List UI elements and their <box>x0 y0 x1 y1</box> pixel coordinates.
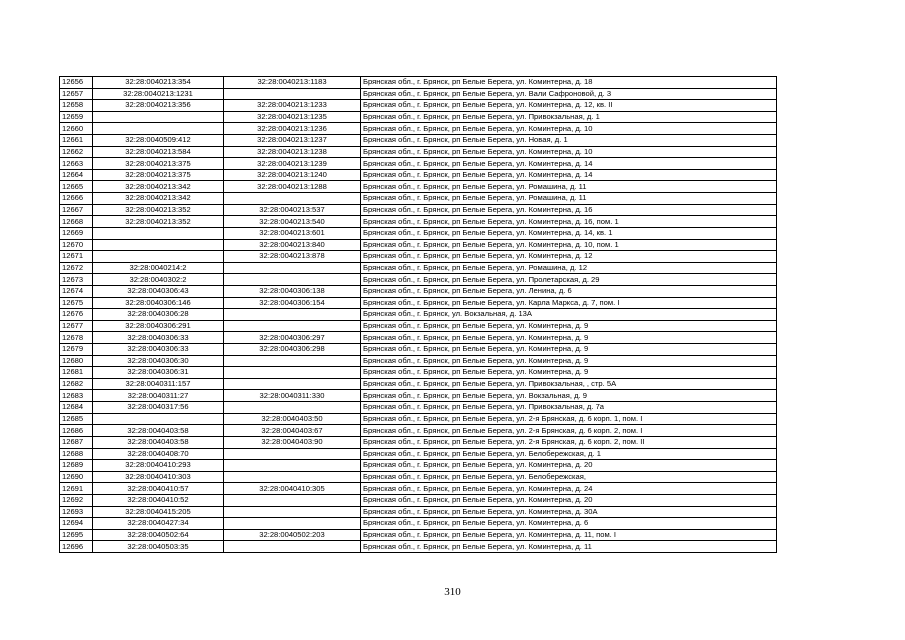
row-number-cell: 12684 <box>60 402 93 414</box>
address-cell: Брянская обл., г. Брянск, рп Белые Берега, ул. Коминтерна, д. 9 <box>361 344 777 356</box>
table-row <box>60 227 777 239</box>
table-row <box>60 309 777 321</box>
cadastral-number-cell: 32:28:0040213:352 <box>93 216 224 228</box>
object-cadastral-number-cell <box>224 88 361 100</box>
cadastral-number-cell: 32:28:0040213:375 <box>93 158 224 170</box>
row-number-cell: 12673 <box>60 274 93 286</box>
object-cadastral-number-cell <box>224 262 361 274</box>
address-cell: Брянская обл., г. Брянск, рп Белые Берега, ул. Коминтерна, д. 20 <box>361 494 777 506</box>
table-row <box>60 100 777 112</box>
object-cadastral-number-cell <box>224 471 361 483</box>
row-number-cell: 12674 <box>60 285 93 297</box>
table-row <box>60 216 777 228</box>
row-number-cell: 12680 <box>60 355 93 367</box>
row-number-cell: 12676 <box>60 309 93 321</box>
object-cadastral-number-cell: 32:28:0040306:138 <box>224 285 361 297</box>
object-cadastral-number-cell <box>224 506 361 518</box>
object-cadastral-number-cell: 32:28:0040311:330 <box>224 390 361 402</box>
row-number-cell: 12690 <box>60 471 93 483</box>
address-cell: Брянская обл., г. Брянск, рп Белые Берега, ул. Коминтерна, д. 30А <box>361 506 777 518</box>
address-cell: Брянская обл., г. Брянск, рп Белые Берега, ул. Белобережская, д. 1 <box>361 448 777 460</box>
object-cadastral-number-cell <box>224 378 361 390</box>
object-cadastral-number-cell: 32:28:0040213:1235 <box>224 111 361 123</box>
address-cell: Брянская обл., г. Брянск, рп Белые Берега, ул. Привокзальная, д. 7а <box>361 402 777 414</box>
cadastral-number-cell: 32:28:0040403:58 <box>93 425 224 437</box>
row-number-cell: 12661 <box>60 135 93 147</box>
object-cadastral-number-cell: 32:28:0040213:1233 <box>224 100 361 112</box>
object-cadastral-number-cell: 32:28:0040410:305 <box>224 483 361 495</box>
table-row <box>60 285 777 297</box>
object-cadastral-number-cell: 32:28:0040213:1288 <box>224 181 361 193</box>
address-cell: Брянская обл., г. Брянск, рп Белые Берега, ул. Привокзальная, д. 1 <box>361 111 777 123</box>
cadastral-number-cell: 32:28:0040213:584 <box>93 146 224 158</box>
row-number-cell: 12664 <box>60 169 93 181</box>
address-cell: Брянская обл., г. Брянск, рп Белые Берега, ул. Привокзальная, , стр. 5А <box>361 378 777 390</box>
object-cadastral-number-cell: 32:28:0040403:50 <box>224 413 361 425</box>
row-number-cell: 12678 <box>60 332 93 344</box>
table-row <box>60 367 777 379</box>
table-row <box>60 413 777 425</box>
address-cell: Брянская обл., г. Брянск, рп Белые Берега, ул. Новая, д. 1 <box>361 135 777 147</box>
cadastral-number-cell: 32:28:0040410:57 <box>93 483 224 495</box>
address-cell: Брянская обл., г. Брянск, рп Белые Берега, ул. Ленина, д. 6 <box>361 285 777 297</box>
object-cadastral-number-cell: 32:28:0040213:878 <box>224 251 361 263</box>
cadastral-number-cell: 32:28:0040502:64 <box>93 529 224 541</box>
object-cadastral-number-cell: 32:28:0040403:67 <box>224 425 361 437</box>
cadastral-number-cell: 32:28:0040503:35 <box>93 541 224 553</box>
object-cadastral-number-cell: 32:28:0040502:203 <box>224 529 361 541</box>
cadastral-number-cell: 32:28:0040306:291 <box>93 320 224 332</box>
table-row <box>60 529 777 541</box>
cadastral-number-cell: 32:28:0040410:52 <box>93 494 224 506</box>
address-cell: Брянская обл., г. Брянск, рп Белые Берега, ул. Вали Сафроновой, д. 3 <box>361 88 777 100</box>
object-cadastral-number-cell: 32:28:0040213:1236 <box>224 123 361 135</box>
row-number-cell: 12691 <box>60 483 93 495</box>
table-row <box>60 274 777 286</box>
cadastral-number-cell: 32:28:0040306:31 <box>93 367 224 379</box>
cadastral-number-cell <box>93 251 224 263</box>
address-cell: Брянская обл., г. Брянск, рп Белые Берега, ул. Коминтерна, д. 10 <box>361 146 777 158</box>
table-body <box>60 77 777 553</box>
cadastral-number-cell: 32:28:0040213:1231 <box>93 88 224 100</box>
table-row <box>60 390 777 402</box>
address-cell: Брянская обл., г. Брянск, ул. Вокзальная, д. 13А <box>361 309 777 321</box>
table-row <box>60 506 777 518</box>
row-number-cell: 12681 <box>60 367 93 379</box>
table-row <box>60 402 777 414</box>
row-number-cell: 12679 <box>60 344 93 356</box>
cadastral-number-cell: 32:28:0040317:56 <box>93 402 224 414</box>
address-cell: Брянская обл., г. Брянск, рп Белые Берега, ул. Коминтерна, д. 14, кв. 1 <box>361 227 777 239</box>
cadastral-number-cell <box>93 123 224 135</box>
cadastral-number-cell: 32:28:0040410:303 <box>93 471 224 483</box>
object-cadastral-number-cell: 32:28:0040306:154 <box>224 297 361 309</box>
address-cell: Брянская обл., г. Брянск, рп Белые Берега, ул. 2-я Брянская, д. 6 корп. 2, пом. I <box>361 425 777 437</box>
table-row <box>60 460 777 472</box>
row-number-cell: 12666 <box>60 193 93 205</box>
row-number-cell: 12693 <box>60 506 93 518</box>
address-cell: Брянская обл., г. Брянск, рп Белые Берега, ул. Коминтерна, д. 18 <box>361 77 777 89</box>
address-cell: Брянская обл., г. Брянск, рп Белые Берега, ул. Коминтерна, д. 16 <box>361 204 777 216</box>
cadastral-number-cell: 32:28:0040306:43 <box>93 285 224 297</box>
object-cadastral-number-cell <box>224 448 361 460</box>
row-number-cell: 12665 <box>60 181 93 193</box>
address-cell: Брянская обл., г. Брянск, рп Белые Берега, ул. Коминтерна, д. 14 <box>361 158 777 170</box>
row-number-cell: 12668 <box>60 216 93 228</box>
row-number-cell: 12669 <box>60 227 93 239</box>
address-cell: Брянская обл., г. Брянск, рп Белые Берега, ул. Коминтерна, д. 10, пом. 1 <box>361 239 777 251</box>
address-cell: Брянская обл., г. Брянск, рп Белые Берега, ул. Коминтерна, д. 12, кв. II <box>361 100 777 112</box>
table-row <box>60 436 777 448</box>
address-cell: Брянская обл., г. Брянск, рп Белые Берега, ул. Коминтерна, д. 11, пом. I <box>361 529 777 541</box>
table-row <box>60 518 777 530</box>
table-row <box>60 88 777 100</box>
table-row <box>60 146 777 158</box>
table-row <box>60 344 777 356</box>
address-cell: Брянская обл., г. Брянск, рп Белые Берега, ул. Коминтерна, д. 12 <box>361 251 777 263</box>
table-row <box>60 425 777 437</box>
cadastral-number-cell <box>93 239 224 251</box>
table-row <box>60 169 777 181</box>
table-row <box>60 471 777 483</box>
cadastral-number-cell: 32:28:0040306:30 <box>93 355 224 367</box>
object-cadastral-number-cell <box>224 460 361 472</box>
table-row <box>60 494 777 506</box>
row-number-cell: 12677 <box>60 320 93 332</box>
table-row <box>60 123 777 135</box>
cadastral-number-cell: 32:28:0040311:157 <box>93 378 224 390</box>
row-number-cell: 12660 <box>60 123 93 135</box>
row-number-cell: 12672 <box>60 262 93 274</box>
object-cadastral-number-cell: 32:28:0040403:90 <box>224 436 361 448</box>
row-number-cell: 12659 <box>60 111 93 123</box>
object-cadastral-number-cell <box>224 541 361 553</box>
address-cell: Брянская обл., г. Брянск, рп Белые Берега, ул. Коминтерна, д. 10 <box>361 123 777 135</box>
address-cell: Брянская обл., г. Брянск, рп Белые Берега, ул. Ромашина, д. 12 <box>361 262 777 274</box>
row-number-cell: 12658 <box>60 100 93 112</box>
address-cell: Брянская обл., г. Брянск, рп Белые Берега, ул. Коминтерна, д. 20 <box>361 460 777 472</box>
object-cadastral-number-cell: 32:28:0040213:840 <box>224 239 361 251</box>
cadastral-number-cell: 32:28:0040213:342 <box>93 193 224 205</box>
object-cadastral-number-cell <box>224 494 361 506</box>
cadastral-number-cell: 32:28:0040408:70 <box>93 448 224 460</box>
table-row <box>60 483 777 495</box>
address-cell: Брянская обл., г. Брянск, рп Белые Берега, ул. Коминтерна, д. 16, пом. 1 <box>361 216 777 228</box>
row-number-cell: 12686 <box>60 425 93 437</box>
cadastral-number-cell: 32:28:0040306:146 <box>93 297 224 309</box>
table-row <box>60 448 777 460</box>
object-cadastral-number-cell: 32:28:0040213:540 <box>224 216 361 228</box>
address-cell: Брянская обл., г. Брянск, рп Белые Берега, ул. Коминтерна, д. 24 <box>361 483 777 495</box>
table-row <box>60 193 777 205</box>
object-cadastral-number-cell: 32:28:0040213:1240 <box>224 169 361 181</box>
object-cadastral-number-cell: 32:28:0040306:297 <box>224 332 361 344</box>
table-row <box>60 239 777 251</box>
address-cell: Брянская обл., г. Брянск, рп Белые Берега, ул. Вокзальная, д. 9 <box>361 390 777 402</box>
object-cadastral-number-cell <box>224 355 361 367</box>
cadastral-number-cell: 32:28:0040306:33 <box>93 332 224 344</box>
cadastral-number-cell: 32:28:0040415:205 <box>93 506 224 518</box>
table-row <box>60 77 777 89</box>
object-cadastral-number-cell <box>224 518 361 530</box>
table-row <box>60 262 777 274</box>
row-number-cell: 12662 <box>60 146 93 158</box>
row-number-cell: 12663 <box>60 158 93 170</box>
row-number-cell: 12695 <box>60 529 93 541</box>
address-cell: Брянская обл., г. Брянск, рп Белые Берега, ул. Коминтерна, д. 14 <box>361 169 777 181</box>
table-row <box>60 158 777 170</box>
table-row <box>60 135 777 147</box>
row-number-cell: 12692 <box>60 494 93 506</box>
cadastral-number-cell <box>93 111 224 123</box>
row-number-cell: 12685 <box>60 413 93 425</box>
cadastral-number-cell: 32:28:0040427:34 <box>93 518 224 530</box>
row-number-cell: 12687 <box>60 436 93 448</box>
object-cadastral-number-cell: 32:28:0040306:298 <box>224 344 361 356</box>
table-row <box>60 204 777 216</box>
address-cell: Брянская обл., г. Брянск, рп Белые Берега, ул. Ромашина, д. 11 <box>361 181 777 193</box>
cadastral-number-cell: 32:28:0040213:356 <box>93 100 224 112</box>
table-row <box>60 320 777 332</box>
cadastral-number-cell: 32:28:0040213:375 <box>93 169 224 181</box>
address-cell: Брянская обл., г. Брянск, рп Белые Берега, ул. Ромашина, д. 11 <box>361 193 777 205</box>
row-number-cell: 12671 <box>60 251 93 263</box>
object-cadastral-number-cell <box>224 402 361 414</box>
object-cadastral-number-cell: 32:28:0040213:1238 <box>224 146 361 158</box>
cadastral-number-cell: 32:28:0040213:342 <box>93 181 224 193</box>
row-number-cell: 12688 <box>60 448 93 460</box>
table-row <box>60 355 777 367</box>
address-cell: Брянская обл., г. Брянск, рп Белые Берега, ул. Коминтерна, д. 9 <box>361 320 777 332</box>
object-cadastral-number-cell: 32:28:0040213:1239 <box>224 158 361 170</box>
address-cell: Брянская обл., г. Брянск, рп Белые Берега, ул. Коминтерна, д. 9 <box>361 355 777 367</box>
table-row <box>60 297 777 309</box>
cadastral-number-cell: 32:28:0040306:33 <box>93 344 224 356</box>
cadastral-number-cell: 32:28:0040306:28 <box>93 309 224 321</box>
object-cadastral-number-cell <box>224 320 361 332</box>
address-cell: Брянская обл., г. Брянск, рп Белые Берега, ул. Коминтерна, д. 6 <box>361 518 777 530</box>
object-cadastral-number-cell: 32:28:0040213:1183 <box>224 77 361 89</box>
cadastral-table <box>59 76 777 553</box>
cadastral-number-cell: 32:28:0040410:293 <box>93 460 224 472</box>
cadastral-number-cell: 32:28:0040213:352 <box>93 204 224 216</box>
page-number: 310 <box>444 586 461 598</box>
table-row <box>60 251 777 263</box>
address-cell: Брянская обл., г. Брянск, рп Белые Берега, ул. Белобережская, <box>361 471 777 483</box>
address-cell: Брянская обл., г. Брянск, рп Белые Берега, ул. 2-я Брянская, д. 6 корп. 1, пом. I <box>361 413 777 425</box>
row-number-cell: 12675 <box>60 297 93 309</box>
object-cadastral-number-cell <box>224 274 361 286</box>
cadastral-number-cell: 32:28:0040214:2 <box>93 262 224 274</box>
row-number-cell: 12689 <box>60 460 93 472</box>
row-number-cell: 12682 <box>60 378 93 390</box>
cadastral-number-cell: 32:28:0040311:27 <box>93 390 224 402</box>
object-cadastral-number-cell <box>224 309 361 321</box>
row-number-cell: 12683 <box>60 390 93 402</box>
cadastral-number-cell: 32:28:0040403:58 <box>93 436 224 448</box>
object-cadastral-number-cell: 32:28:0040213:1237 <box>224 135 361 147</box>
row-number-cell: 12656 <box>60 77 93 89</box>
object-cadastral-number-cell <box>224 367 361 379</box>
table-row <box>60 181 777 193</box>
row-number-cell: 12670 <box>60 239 93 251</box>
address-cell: Брянская обл., г. Брянск, рп Белые Берега, ул. Коминтерна, д. 11 <box>361 541 777 553</box>
cadastral-number-cell <box>93 413 224 425</box>
address-cell: Брянская обл., г. Брянск, рп Белые Берега, ул. Коминтерна, д. 9 <box>361 332 777 344</box>
table-row <box>60 111 777 123</box>
cadastral-number-cell: 32:28:0040213:354 <box>93 77 224 89</box>
cadastral-number-cell: 32:28:0040302:2 <box>93 274 224 286</box>
row-number-cell: 12696 <box>60 541 93 553</box>
table-row <box>60 541 777 553</box>
cadastral-number-cell <box>93 227 224 239</box>
table-row <box>60 332 777 344</box>
object-cadastral-number-cell <box>224 193 361 205</box>
row-number-cell: 12667 <box>60 204 93 216</box>
row-number-cell: 12657 <box>60 88 93 100</box>
cadastral-number-cell: 32:28:0040509:412 <box>93 135 224 147</box>
address-cell: Брянская обл., г. Брянск, рп Белые Берега, ул. Коминтерна, д. 9 <box>361 367 777 379</box>
table-row <box>60 378 777 390</box>
address-cell: Брянская обл., г. Брянск, рп Белые Берега, ул. Карла Маркса, д. 7, пом. I <box>361 297 777 309</box>
row-number-cell: 12694 <box>60 518 93 530</box>
object-cadastral-number-cell: 32:28:0040213:537 <box>224 204 361 216</box>
address-cell: Брянская обл., г. Брянск, рп Белые Берега, ул. 2-я Брянская, д. 6 корп. 2, пом. II <box>361 436 777 448</box>
object-cadastral-number-cell: 32:28:0040213:601 <box>224 227 361 239</box>
address-cell: Брянская обл., г. Брянск, рп Белые Берега, ул. Пролетарская, д. 29 <box>361 274 777 286</box>
